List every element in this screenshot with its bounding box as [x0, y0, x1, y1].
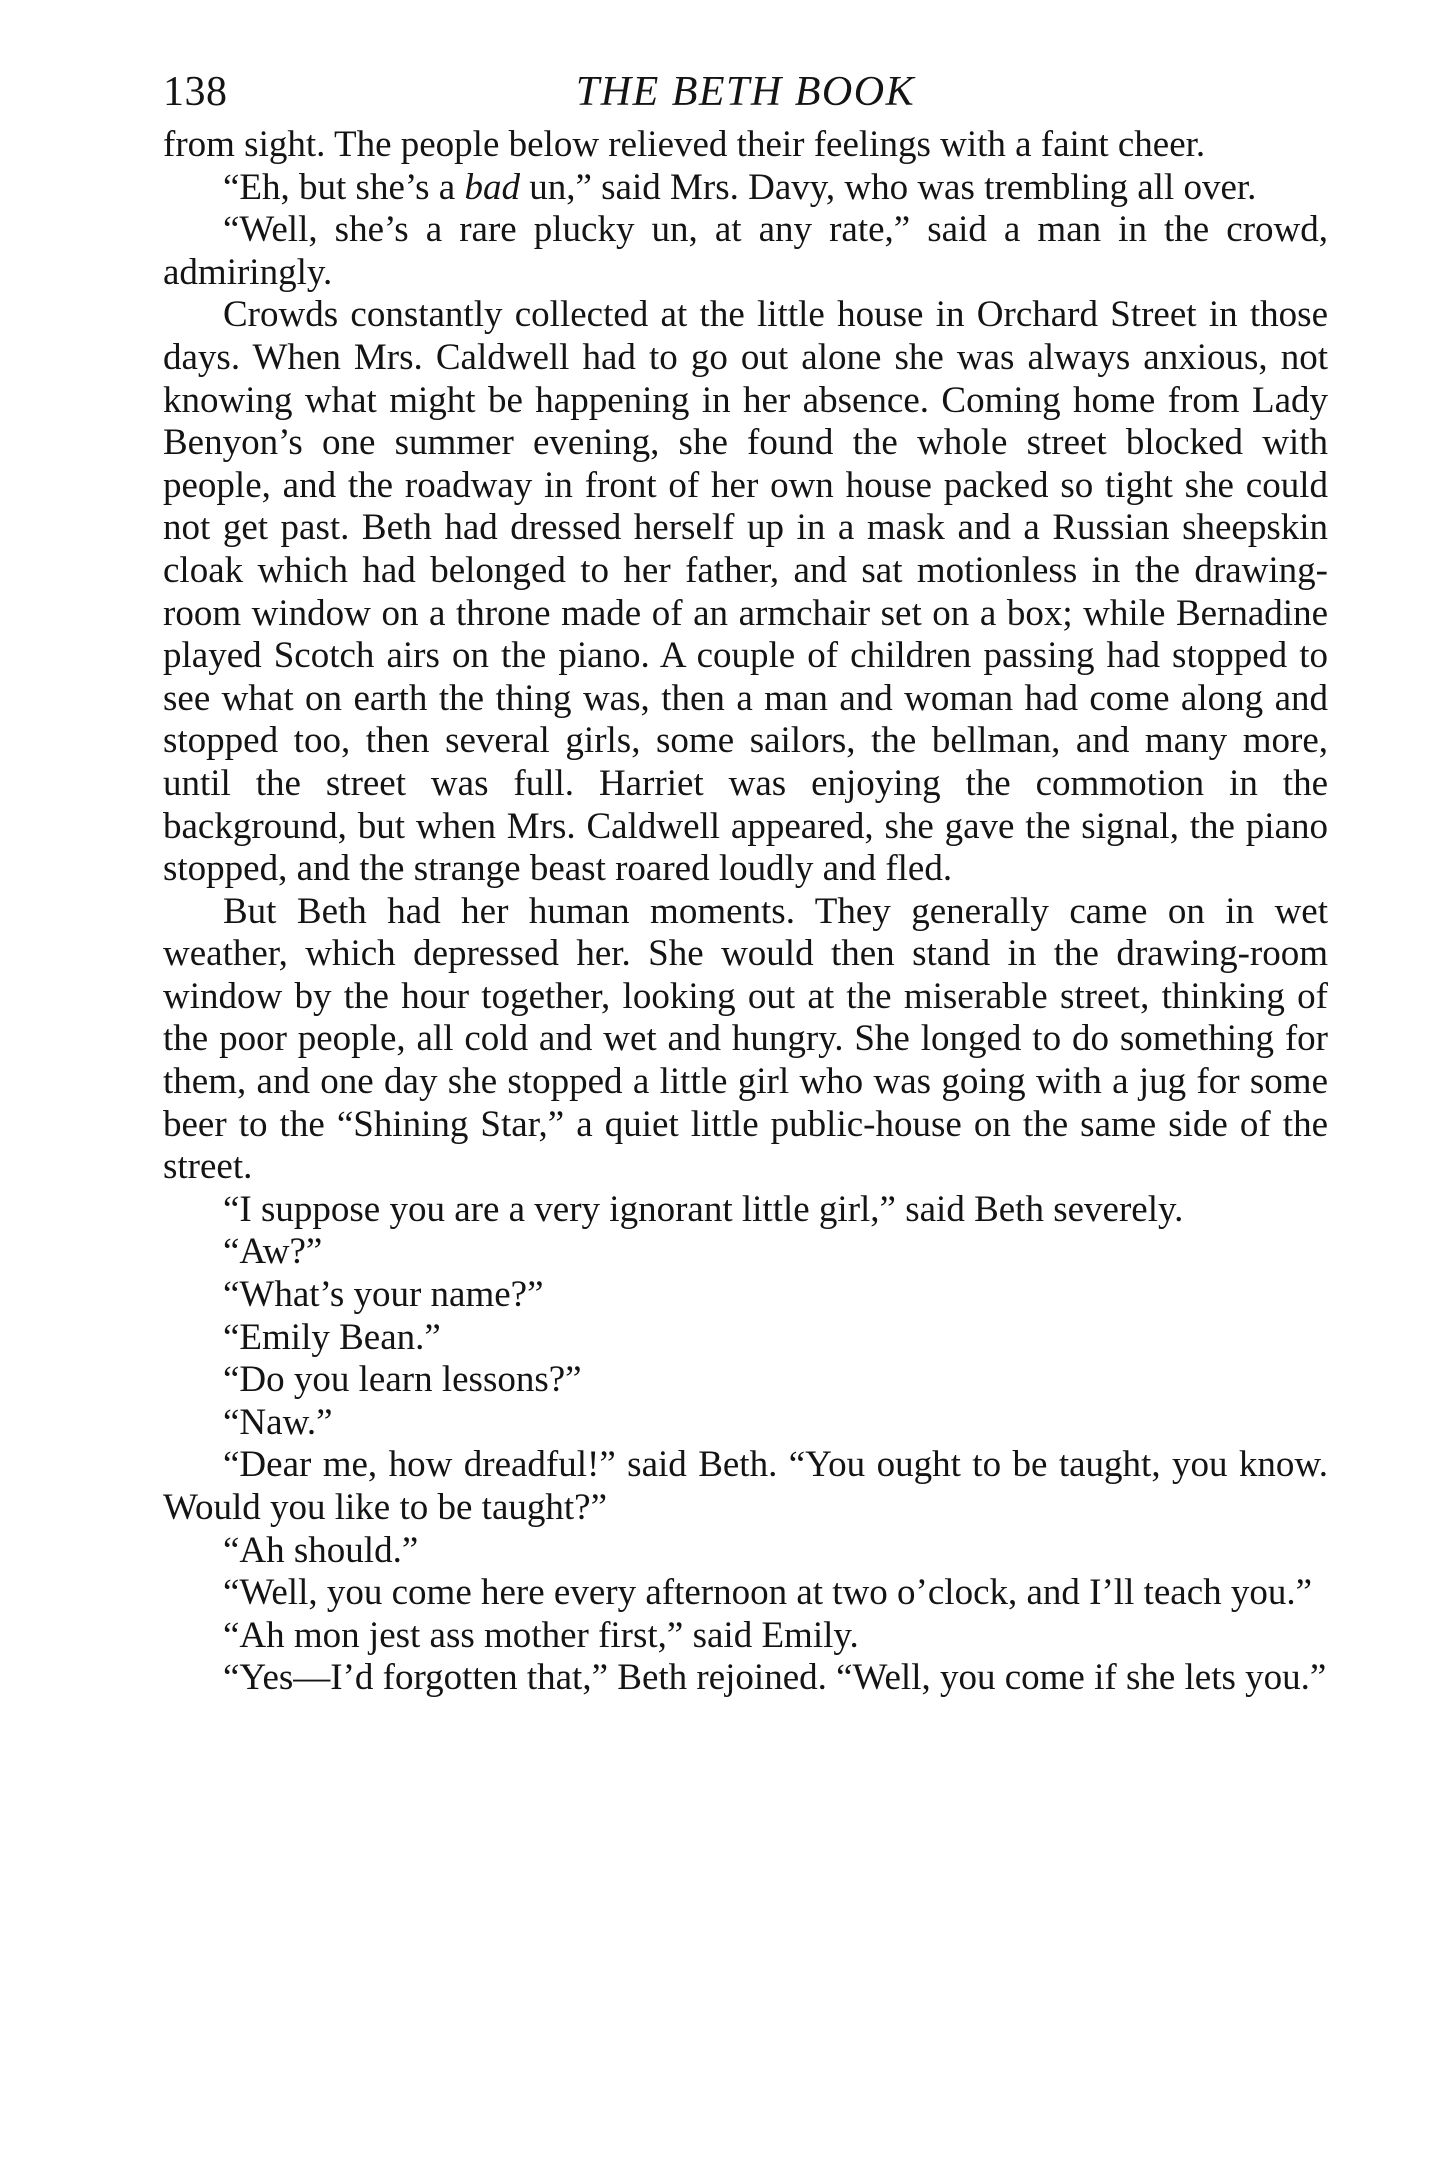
paragraph-6: “I suppose you are a very ignorant little girl,” said Beth severely.: [223, 1188, 1184, 1230]
page-number: 138: [163, 69, 228, 115]
paragraph-9: “Emily Bean.”: [223, 1316, 441, 1358]
paragraph-2-italic-word: bad: [464, 166, 520, 208]
running-title: THE BETH BOOK: [575, 69, 916, 115]
paragraph-13: “Ah should.”: [223, 1529, 419, 1571]
paragraph-2: [163, 167, 1328, 210]
paragraph-8: “What’s your name?”: [223, 1274, 544, 1316]
paragraph-3: “Well, she’s a rare plucky un, at any rate,” said a man in the crowd, admiringly.: [163, 209, 1328, 293]
paragraph-15: “Ah mon jest ass mother first,” said Emily.: [223, 1614, 859, 1656]
paragraph-5: But Beth had her human moments. They generally came on in wet weather, which depressed her. She would then stand in the drawing-room window by the hour together, looking out at the miserable street, thinking of the poor people, all cold and wet and hungry. She longed to do something for them, and one day she stopped a little girl who was going with a jug for some beer to the “Shining Star,” a quiet little public-house on the same side of the street.: [163, 890, 1328, 1188]
paragraph-14: “Well, you come here every afternoon at two o’clock, and I’ll teach you.”: [223, 1572, 1313, 1614]
paragraph-2-part-1: “Eh, but she’s a: [223, 166, 465, 208]
paragraph-7: “Aw?”: [223, 1231, 323, 1273]
paragraph-12: “Dear me, how dreadful!” said Beth. “You ought to be taught, you know. Would you like to be taught?”: [163, 1444, 1328, 1528]
paragraph-10: “Do you learn lessons?”: [223, 1359, 582, 1401]
page-body: [163, 124, 1328, 1700]
book-page: [163, 60, 1328, 1700]
paragraph-16: “Yes—I’d forgotten that,” Beth rejoined. “Well, you come if she lets you.”: [223, 1657, 1327, 1699]
paragraph-11: “Naw.”: [223, 1401, 333, 1443]
page-header: [163, 60, 1328, 124]
paragraph-2-part-2: un,” said Mrs. Davy, who was trembling all over.: [519, 166, 1257, 208]
paragraph-1: from sight. The people below relieved their feelings with a faint cheer.: [163, 124, 1206, 165]
paragraph-4: Crowds constantly collected at the little house in Orchard Street in those days. When Mrs. Caldwell had to go out alone she was always anxious, not knowing what might be happening in her absence. Coming home from Lady Benyon’s one summer evening, she found the whole street blocked with people, and the roadway in front of her own house packed so tight she could not get past. Beth had dressed herself up in a mask and a Russian sheepskin cloak which had belonged to her father, and sat motionless in the drawing-room window on a throne made of an armchair set on a box; while Bernadine played Scotch airs on the piano. A couple of children passing had stopped to see what on earth the thing was, then a man and woman had come along and stopped too, then several girls, some sailors, the bellman, and many more, until the street was full. Harriet was enjoying the commotion in the background, but when Mrs. Caldwell appeared, she gave the signal, the piano stopped, and the strange beast roared loudly and fled.: [163, 294, 1328, 890]
